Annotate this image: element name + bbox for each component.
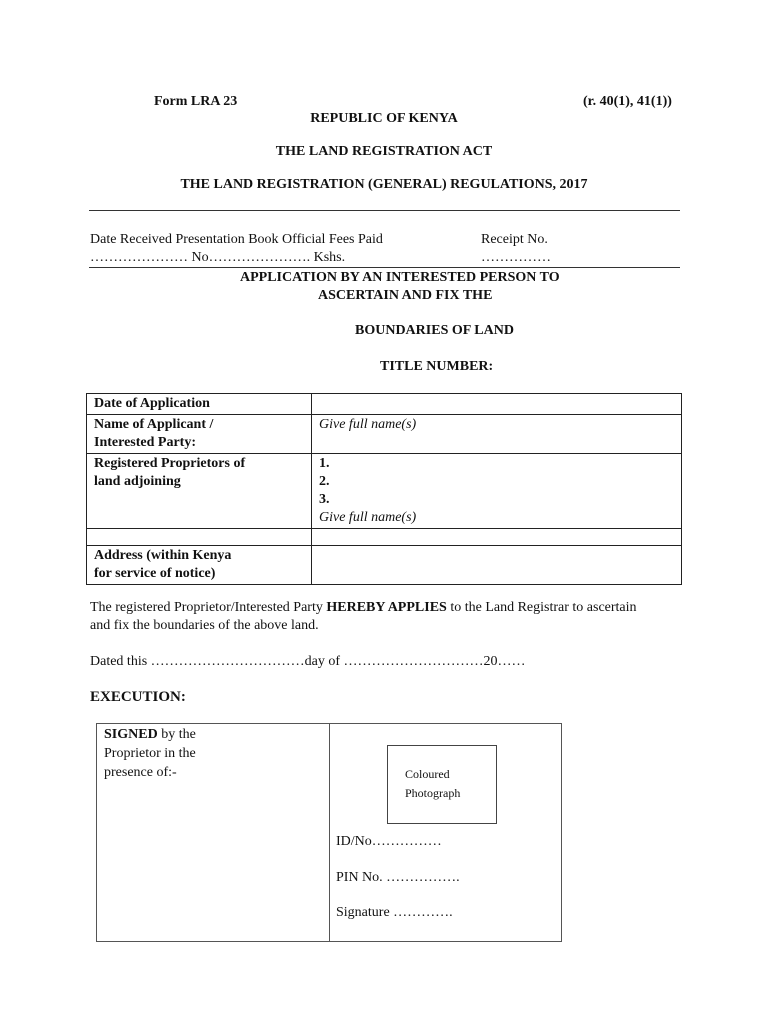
id-number-field[interactable]: ID/No…………… — [336, 834, 442, 849]
photo-label-line2: Photograph — [405, 786, 461, 800]
proprietors-field[interactable]: 1. 2. 3. Give full name(s) — [312, 454, 682, 529]
proprietor-item-1: 1. — [319, 456, 330, 471]
receipt-dotted-line: ………………… No…………………. Kshs. — [90, 250, 346, 265]
applicant-name-field[interactable]: Give full name(s) — [312, 415, 682, 454]
divider-receipt — [89, 267, 680, 268]
application-title-line1: APPLICATION BY AN INTERESTED PERSON TO — [240, 270, 560, 285]
divider-top — [89, 210, 680, 211]
applies-statement: The registered Proprietor/Interested Party HEREBY APPLIES to the Land Registrar to ascertain — [90, 600, 637, 615]
proprietors-label: Registered Proprietors of land adjoining — [87, 454, 312, 529]
photo-label-line1: Coloured — [405, 767, 450, 781]
rule-reference: (r. 40(1), 41(1)) — [583, 94, 672, 109]
receipt-fields-label: Date Received Presentation Book Official Fees Paid — [90, 232, 383, 247]
execution-heading: EXECUTION: — [90, 689, 186, 705]
form-number: Form LRA 23 — [154, 94, 238, 109]
application-title-line3: BOUNDARIES OF LAND — [355, 323, 514, 338]
row-applicant — [87, 415, 682, 454]
proprietor-item-2: 2. — [319, 474, 330, 489]
proprietor-item-3: 3. — [319, 492, 330, 507]
application-details-table — [86, 393, 682, 585]
signature-field[interactable]: Signature …………. — [336, 905, 453, 920]
blank-label-cell — [87, 529, 312, 546]
row-address — [87, 546, 682, 585]
applies-statement-line2: and fix the boundaries of the above land. — [90, 618, 319, 633]
blank-field-cell[interactable] — [312, 529, 682, 546]
applicant-label: Name of Applicant / Interested Party: — [87, 415, 312, 454]
republic-heading: REPUBLIC OF KENYA — [310, 111, 458, 126]
title-number-label: TITLE NUMBER: — [380, 359, 494, 374]
signed-by-text: SIGNED by the Proprietor in the presence of:- — [104, 727, 196, 780]
dated-line: Dated this ……………………………day of …………………………20…… — [90, 654, 526, 669]
receipt-no-label: Receipt No. — [481, 232, 548, 247]
address-field[interactable] — [312, 546, 682, 585]
date-of-application-field[interactable] — [312, 394, 682, 415]
address-label: Address (within Kenya for service of notice) — [87, 546, 312, 585]
act-heading: THE LAND REGISTRATION ACT — [275, 144, 493, 159]
row-blank — [87, 529, 682, 546]
row-registered-proprietors — [87, 454, 682, 529]
regulations-heading: THE LAND REGISTRATION (GENERAL) REGULATIONS, 2017 — [180, 177, 588, 192]
application-title-line2: ASCERTAIN AND FIX THE — [318, 288, 493, 303]
execution-divider — [329, 724, 330, 941]
pin-number-field[interactable]: PIN No. ……………. — [336, 870, 460, 885]
coloured-photograph-box[interactable] — [387, 745, 497, 824]
row-date-of-application — [87, 394, 682, 415]
receipt-no-dots: …………… — [481, 250, 551, 265]
date-of-application-label: Date of Application — [87, 394, 312, 415]
